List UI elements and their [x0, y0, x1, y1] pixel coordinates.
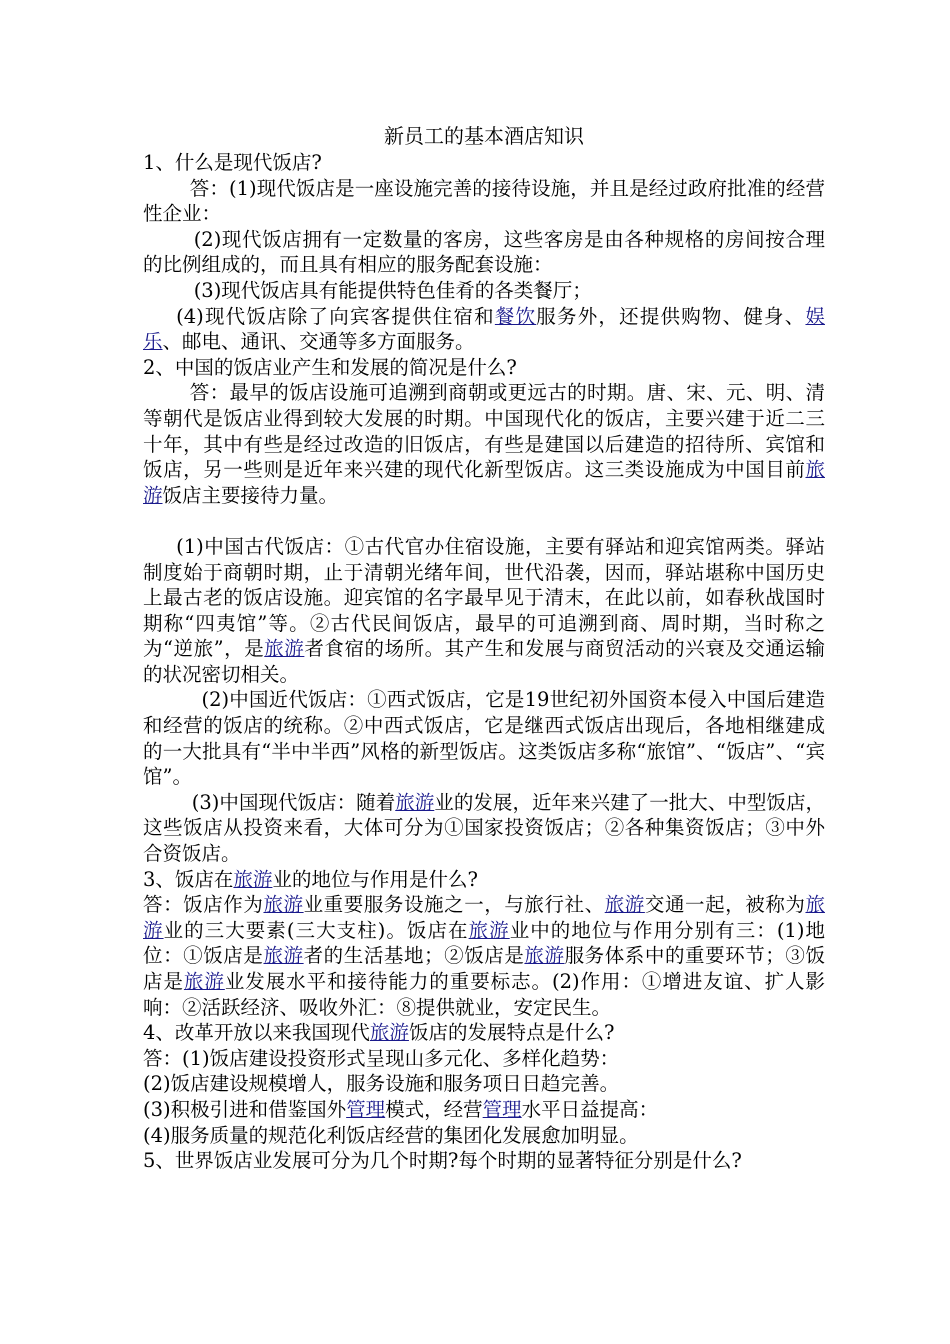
blank-line — [143, 508, 825, 534]
question-4 — [143, 1020, 825, 1046]
text-run: 交通一起，被称为 — [644, 893, 806, 917]
document-title: 新员工的基本酒店知识 — [384, 124, 584, 148]
keyword-link[interactable]: 旅游 — [263, 944, 304, 968]
text-run: 水平日益提高： — [521, 1097, 659, 1121]
text-run: 饭店的发展特点是什么? — [408, 1021, 615, 1045]
text-run: (2)现代饭店拥有一定数量的客房，这些客房是由各种规格的房间按合理的比例组成的，而且具有相应的服务配套设施： — [143, 227, 825, 277]
text-run: 1、什么是现代饭店? — [143, 151, 322, 174]
text-run: 模式，经营 — [385, 1097, 483, 1121]
text-run: (4)现代饭店除了向宾客提供住宿和 — [176, 304, 495, 328]
answer-2-part-2 — [143, 534, 825, 688]
keyword-link[interactable]: 娱乐 — [143, 304, 825, 354]
text-run: 业的地位与作用是什么? — [272, 867, 478, 891]
text-run: 服务外，还提供购物、健身、 — [536, 304, 806, 328]
keyword-link[interactable]: 旅游 — [264, 637, 305, 661]
text-run: (3)现代饭店具有能提供特色佳肴的各类餐厅； — [193, 278, 592, 302]
keyword-link[interactable]: 旅游 — [233, 867, 273, 891]
answer-4-part-1 — [143, 1046, 825, 1072]
text-run: (4)服务质量的规范化利饭店经营的集团化发展愈加明显。 — [143, 1123, 639, 1147]
keyword-link[interactable]: 旅游 — [468, 918, 510, 942]
text-run: (3)积极引进和借鉴国外 — [143, 1097, 347, 1121]
answer-2-part-4 — [143, 790, 825, 867]
answer-4-part-3 — [143, 1097, 825, 1123]
keyword-link[interactable]: 旅游 — [143, 893, 825, 942]
text-run: 者的生活基地；②饭店是 — [303, 944, 525, 968]
text-run: 业重要服务设施之一，与旅行社、 — [303, 893, 605, 917]
answer-1-part-2 — [143, 227, 825, 278]
text-run: 5、世界饭店业发展可分为几个时期?每个时期的显著特征分别是什么? — [143, 1149, 742, 1173]
keyword-link[interactable]: 管理 — [346, 1097, 386, 1121]
keyword-link[interactable]: 餐饮 — [494, 304, 537, 328]
text-run: 4、改革开放以来我国现代 — [143, 1021, 370, 1045]
answer-4-part-2 — [143, 1071, 825, 1097]
text-run: 、邮电、通讯、交通等多方面服务。 — [162, 330, 475, 354]
keyword-link[interactable]: 旅游 — [604, 893, 645, 917]
question-1 — [143, 150, 825, 176]
text-run: 业的发展，近年来兴建了一批大、中型饭店，这些饭店从投资来看，大体可分为①国家投资饭店；②各种集资饭店；③中外合资饭店。 — [143, 790, 825, 866]
text-run: 3、饭店在 — [143, 867, 234, 891]
text-run: (1)中国古代饭店：①古代官办住宿设施，主要有驿站和迎宾馆两类。驿站制度始于商朝时期，止于清朝光绪年间，世代沿袭，因而，驿站堪称中国历史上最古老的饭店设施。迎宾馆的名字最早见于清末，在此以前，如春秋战国时期称“四夷馆”等。②古代民间饭店，最早的可追溯到商、周时期，当时称之为“逆旅”，是 — [143, 534, 825, 661]
keyword-link[interactable]: 旅游 — [183, 970, 225, 993]
text-run: 2、中国的饭店业产生和发展的简况是什么? — [143, 355, 517, 379]
keyword-link[interactable]: 旅游 — [524, 944, 565, 968]
question-2 — [143, 355, 825, 381]
text-run: (3)中国现代饭店：随着 — [191, 790, 396, 814]
text-run: 服务体系中的重要环节；③饭店是 — [143, 944, 825, 993]
text-run: (2)中国近代饭店：①西式饭店，它是19世纪初外国资本侵入中国后建造和经营的饭店的统称。②中西式饭店，它是继西式饭店出现后，各地相继建成的一大批具有“半中半西”风格的新型饭店。这类饭店多称“旅馆”、“饭店”、“宾馆”。 — [143, 688, 825, 789]
answer-1-part-1 — [143, 176, 825, 227]
text-run: 者食宿的场所。其产生和发展与商贸活动的兴衰及交通运输的状况密切相关。 — [143, 637, 825, 686]
answer-3 — [143, 892, 825, 1020]
text-run: 答：最早的饭店设施可追溯到商朝或更远古的时期。唐、宋、元、明、清等朝代是饭店业得到较大发展的时期。中国现代化的饭店，主要兴建于近二三十年，其中有些是经过改造的旧饭店，有些是建国以后建造的招待所、宾馆和饭店，另一些则是近年来兴建的现代化新型饭店。这三类设施成为中国目前 — [143, 381, 825, 482]
text-run: 业发展水平和接待能力的重要标志。(2)作用：①增进友谊、扩人影响：②活跃经济、吸收外汇：⑧提供就业，安定民生。 — [143, 970, 825, 1019]
document-body — [143, 122, 825, 1174]
keyword-link[interactable]: 旅游 — [143, 458, 825, 507]
text-run: (2)饭店建设规模增人，服务设施和服务项日日趋完善。 — [143, 1072, 620, 1096]
answer-1-part-4 — [143, 304, 825, 355]
text-run: 业中的地位与作用分别有三：(1)地位：①饭店是 — [143, 918, 825, 968]
text-run: 答：饭店作为 — [143, 893, 264, 917]
text-run: 答：(1)现代饭店是一座设施完善的接待设施，并且是经过政府批准的经营性企业： — [143, 176, 825, 226]
answer-1-part-3 — [143, 278, 825, 304]
question-3 — [143, 867, 825, 893]
text-run: 饭店主要接待力量。 — [162, 483, 339, 507]
answer-2-part-1 — [143, 380, 825, 508]
keyword-link[interactable]: 旅游 — [369, 1021, 409, 1045]
text-run: 答：(1)饭店建设投资形式呈现山多元化、多样化趋势： — [143, 1046, 620, 1070]
keyword-link[interactable]: 旅游 — [263, 893, 304, 917]
keyword-link[interactable]: 旅游 — [395, 790, 435, 814]
answer-4-part-4 — [143, 1123, 825, 1149]
question-5 — [143, 1148, 825, 1174]
text-run: 业的三大要素(三大支柱)。饭店在 — [163, 918, 469, 942]
keyword-link[interactable]: 管理 — [482, 1097, 522, 1121]
answer-2-part-3 — [143, 687, 825, 789]
